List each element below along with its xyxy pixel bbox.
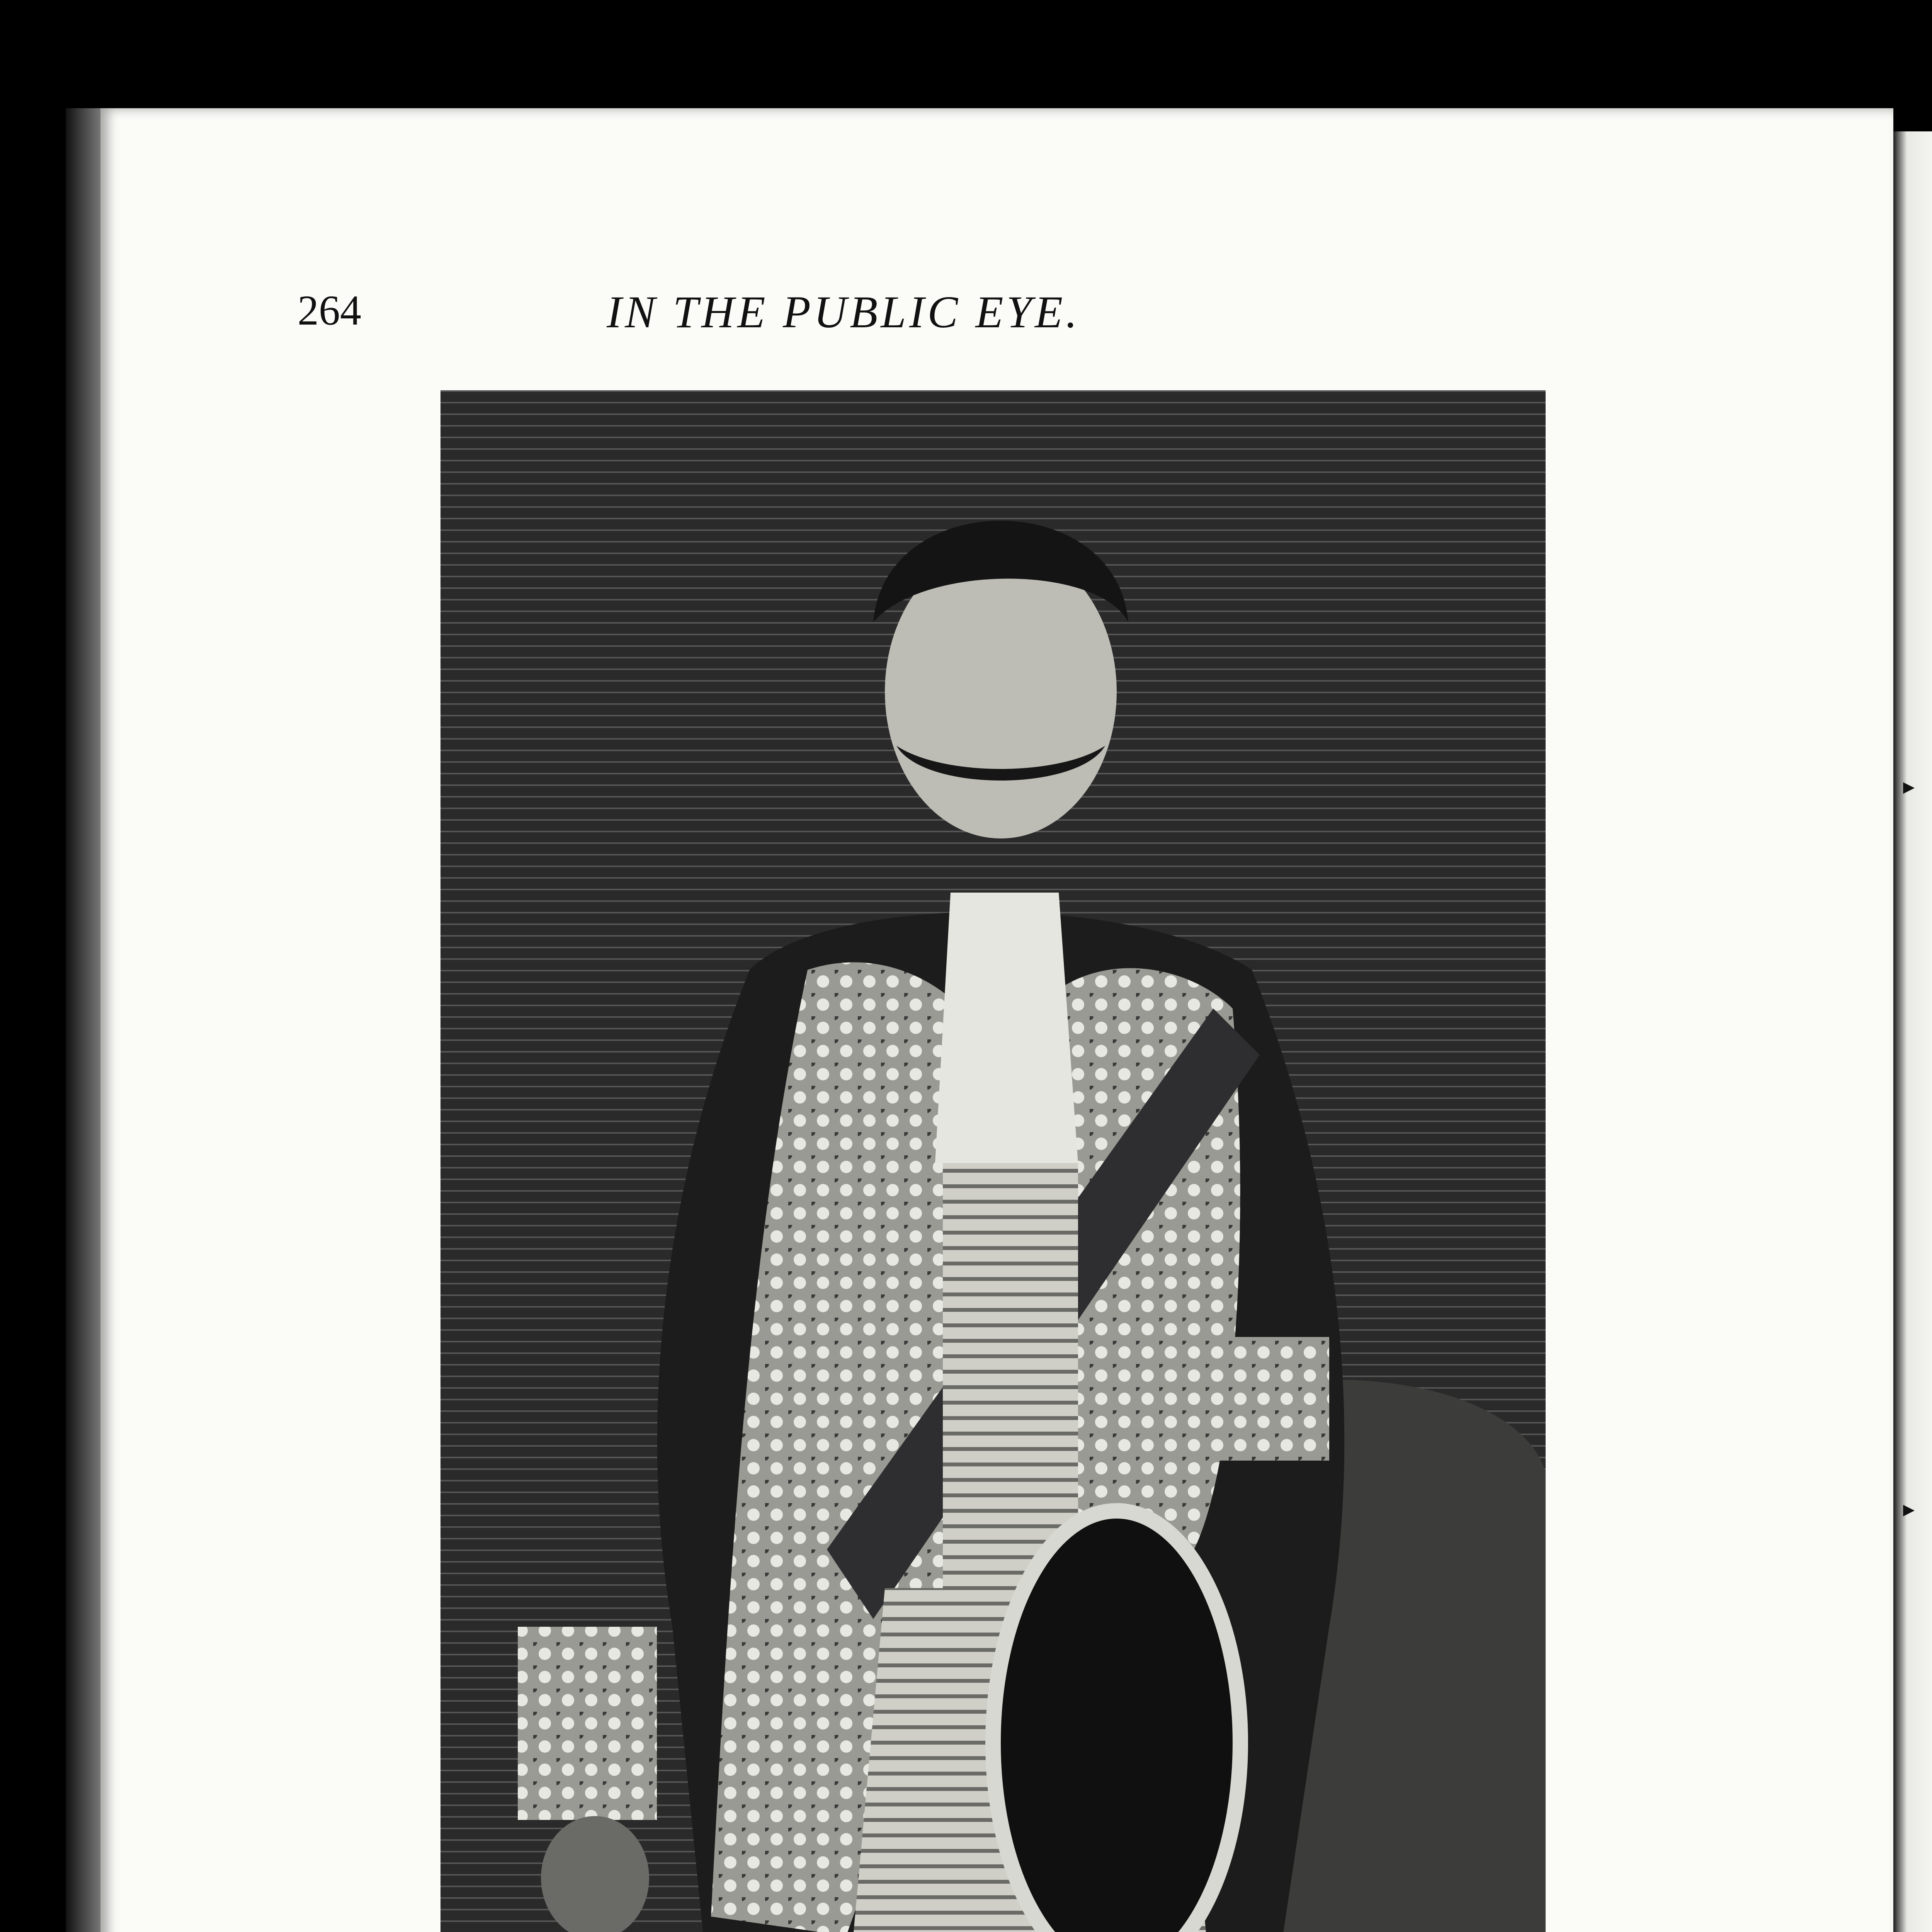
- running-head: [298, 286, 1650, 336]
- portrait-engraving: [440, 390, 1546, 1932]
- running-title: IN THE PUBLIC EYE.: [607, 287, 1080, 337]
- portrait-illustration: [440, 390, 1546, 1932]
- book-spine-edge: [66, 108, 100, 1932]
- page-number: 264: [298, 287, 361, 334]
- facing-page-edge: [1893, 131, 1932, 1932]
- page-edge-mark: ▸: [1903, 1496, 1915, 1522]
- page-edge-mark: ▸: [1903, 774, 1915, 799]
